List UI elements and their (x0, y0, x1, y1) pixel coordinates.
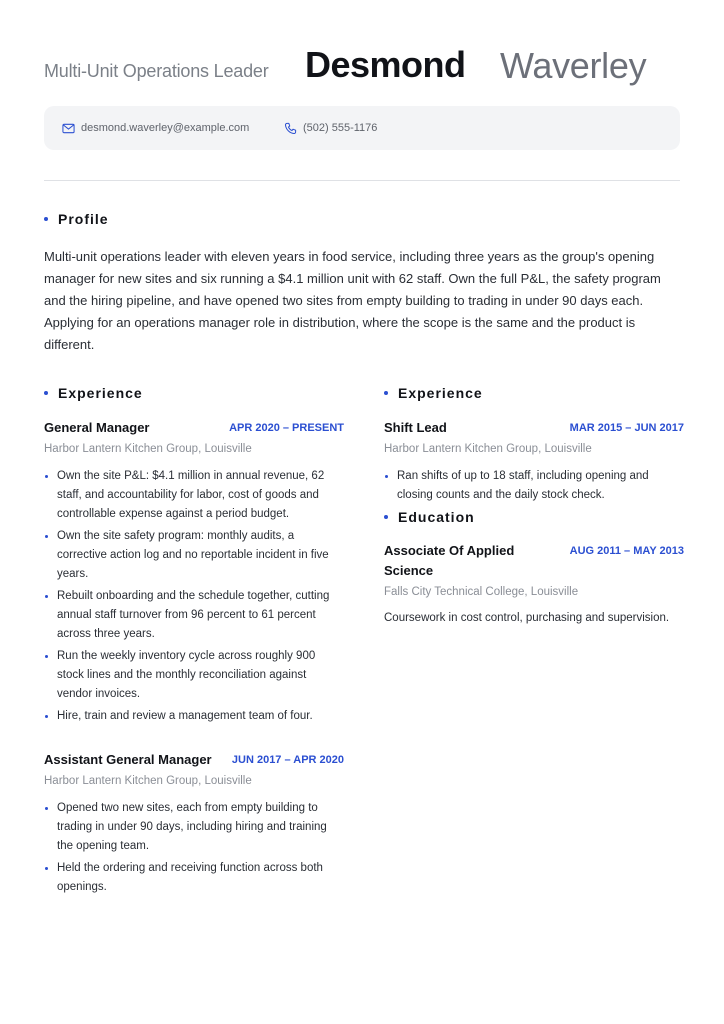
bullet-dot-icon (384, 515, 388, 519)
header-divider (44, 180, 680, 181)
list-item: Run the weekly inventory cycle across roughly 900 stock lines and the monthly reconciliation against vendor invoices. (44, 647, 344, 704)
experience-title-text: Experience (398, 385, 483, 401)
job-org: Harbor Lantern Kitchen Group, Louisville (44, 443, 252, 455)
education-org: Falls City Technical College, Louisville (384, 586, 579, 598)
experience-title-text: Experience (58, 385, 143, 401)
list-item: Ran shifts of up to 18 staff, including opening and closing counts and the daily stock check. (384, 467, 684, 505)
job-location: Louisville (204, 443, 252, 455)
job-bullets (44, 467, 344, 726)
job-company: Harbor Lantern Kitchen Group (384, 443, 539, 455)
job-org: Harbor Lantern Kitchen Group, Louisville (44, 775, 252, 787)
list-item: Own the site safety program: monthly audits, a corrective action log and no reportable incident in five years. (44, 527, 344, 584)
job-dates: JUN 2017 – APR 2020 (231, 754, 344, 766)
job-company: Harbor Lantern Kitchen Group (44, 775, 199, 787)
job-dates: MAR 2015 – JUN 2017 (569, 422, 684, 434)
list-item: Own the site P&L: $4.1 million in annual revenue, 62 staff, and accountability for labor, cost of goods and controllable expense against a period budget. (44, 467, 344, 524)
phone-icon (284, 122, 303, 135)
job-entry (384, 418, 684, 505)
job-dates: APR 2020 – PRESENT (229, 422, 344, 434)
last-name: Waverley (500, 45, 647, 86)
education-dates: AUG 2011 – MAY 2013 (569, 545, 684, 557)
left-column (44, 385, 344, 900)
contact-email[interactable] (62, 120, 249, 136)
job-org: Harbor Lantern Kitchen Group, Louisville (384, 443, 592, 455)
bullet-dot-icon (384, 391, 388, 395)
job-company: Harbor Lantern Kitchen Group (44, 443, 199, 455)
bullet-dot-icon (44, 391, 48, 395)
education-school: Falls City Technical College (384, 586, 525, 598)
email-text: desmond.waverley@example.com (81, 122, 250, 134)
education-description: Coursework in cost control, purchasing and supervision. (384, 612, 670, 624)
bullet-dot-icon (44, 217, 48, 221)
mail-icon (62, 122, 81, 135)
job-bullets (44, 799, 344, 897)
experience-section-title (384, 385, 684, 401)
list-item: Hire, train and review a management team of four. (44, 707, 344, 726)
resume-header (44, 44, 684, 92)
job-location: Louisville (544, 443, 592, 455)
job-role: Assistant General Manager (44, 752, 212, 767)
education-title-text: Education (398, 509, 475, 525)
list-item: Held the ordering and receiving function across both openings. (44, 859, 344, 897)
job-entry (44, 418, 344, 726)
job-role: General Manager (44, 420, 150, 435)
contact-bar (44, 106, 680, 150)
education-entry (384, 541, 684, 628)
experience-section-title (44, 385, 344, 401)
profile-section-title (44, 211, 109, 227)
education-degree: Associate Of Applied Science (384, 543, 515, 578)
job-location: Louisville (204, 775, 252, 787)
job-bullets (384, 467, 684, 505)
profile-title-text: Profile (58, 211, 109, 227)
job-role: Shift Lead (384, 420, 447, 435)
list-item: Opened two new sites, each from empty building to trading in under 90 days, including hiring and training the opening team. (44, 799, 344, 856)
education-section-title (384, 509, 684, 525)
job-entry (44, 750, 344, 897)
profile-text: Multi-unit operations leader with eleven years in food service, including three years as the group's opening manager for new sites and six running a $4.1 million unit with 62 staff. Own the full P&L, the safety program and the hiring pipeline, and have opened two sites from empty building to trading in under 90 days each. Applying for an operations manager role in distribution, where the scope is the same and the product is different. (44, 249, 661, 352)
list-item: Rebuilt onboarding and the schedule together, cutting annual staff turnover from 96 percent to 61 percent across three years. (44, 587, 344, 644)
job-title: Multi-Unit Operations Leader (44, 61, 269, 81)
right-column (384, 385, 684, 628)
first-name: Desmond (305, 44, 466, 85)
education-location: Louisville (530, 586, 579, 598)
contact-phone[interactable] (284, 120, 377, 136)
phone-text: (502) 555-1176 (303, 122, 378, 134)
